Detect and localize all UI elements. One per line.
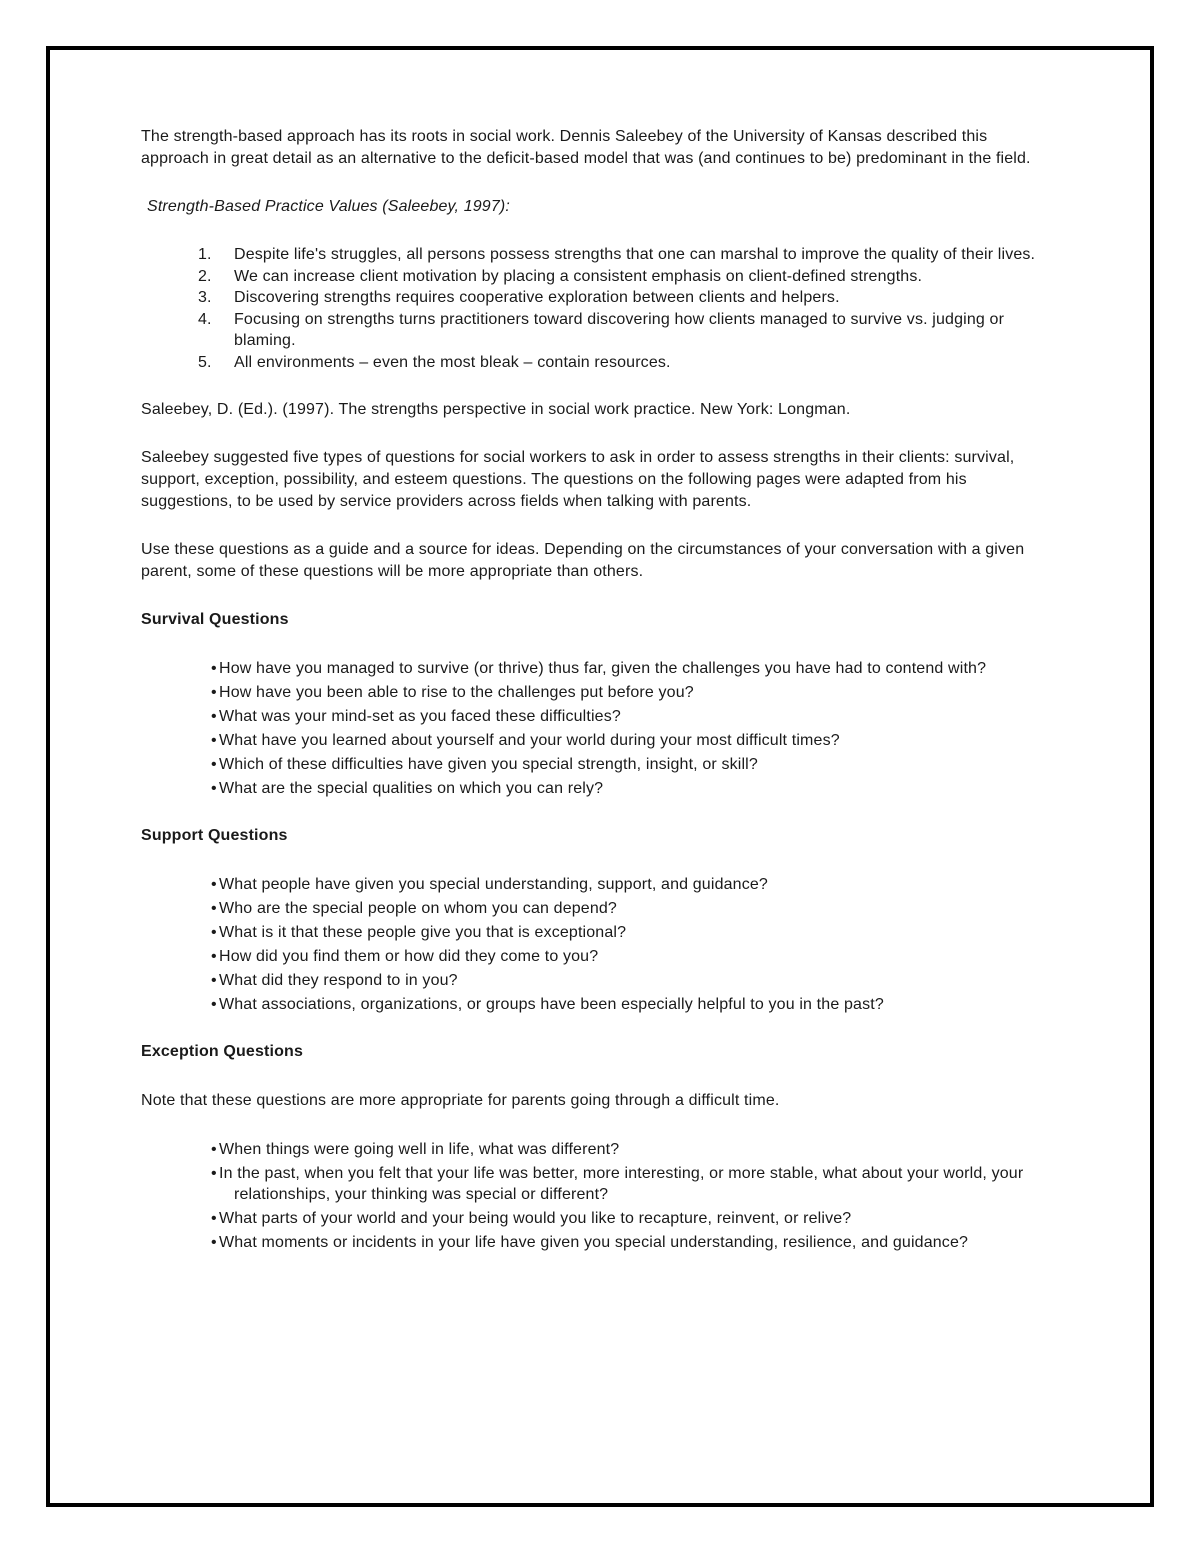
document-body — [141, 126, 1041, 1279]
list-item-text: All environments – even the most bleak – contain resources. — [234, 353, 671, 371]
list-item — [141, 1208, 1041, 1229]
bullet-icon — [211, 994, 219, 1015]
list-item — [141, 922, 1041, 943]
list-item-text: How did you find them or how did they come to you? — [219, 948, 599, 965]
bullet-icon — [211, 1208, 219, 1229]
survival-heading: Survival Questions — [141, 611, 289, 628]
list-item — [141, 730, 1041, 751]
list-item-text: Focusing on strengths turns practitioners toward discovering how clients managed to survive vs. judging or blaming. — [234, 310, 1005, 349]
list-item — [141, 898, 1041, 919]
list-item-text: What did they respond to in you? — [219, 972, 458, 989]
list-item-text: How have you managed to survive (or thrive) thus far, given the challenges you have had to contend with? — [219, 660, 987, 677]
list-item — [141, 287, 1041, 309]
bullet-icon — [211, 658, 219, 679]
bullet-icon — [211, 922, 219, 943]
list-item — [141, 682, 1041, 703]
usage-paragraph: Use these questions as a guide and a source for ideas. Depending on the circumstances of your conversation with a given parent, some of these questions will be more appropriate than others. — [141, 541, 1025, 580]
list-item — [141, 994, 1041, 1015]
list-item — [141, 970, 1041, 991]
list-item — [141, 1163, 1041, 1205]
bullet-icon — [211, 970, 219, 991]
survival-questions-list — [141, 658, 1041, 799]
list-item — [141, 309, 1041, 352]
list-number: 1. — [198, 246, 212, 263]
exception-note: Note that these questions are more appropriate for parents going through a difficult time. — [141, 1092, 780, 1109]
bullet-icon — [211, 754, 219, 775]
list-item-text: What parts of your world and your being would you like to recapture, reinvent, or relive? — [219, 1210, 852, 1227]
question-types-paragraph: Saleebey suggested five types of questions for social workers to ask in order to assess strengths in their clients: survival, support, exception, possibility, and esteem questions. The questions on the following pages were adapted from his suggestions, to be used by service providers across fields when talking with parents. — [141, 449, 1015, 510]
bullet-icon — [211, 1232, 219, 1253]
bullet-icon — [211, 874, 219, 895]
list-item-text: What associations, organizations, or groups have been especially helpful to you in the past? — [219, 996, 884, 1013]
list-item — [141, 706, 1041, 727]
list-item — [141, 244, 1041, 266]
intro-paragraph: The strength-based approach has its roots in social work. Dennis Saleebey of the University of Kansas described this approach in great detail as an alternative to the deficit-based model that was (and continues to be) predominant in the field. — [141, 128, 1031, 167]
list-item-text: When things were going well in life, what was different? — [219, 1141, 620, 1158]
list-number: 4. — [198, 310, 212, 328]
bullet-icon — [211, 706, 219, 727]
list-number: 5. — [198, 353, 212, 371]
list-item-text: What was your mind-set as you faced these difficulties? — [219, 708, 621, 725]
list-item-text: We can increase client motivation by placing a consistent emphasis on client-defined strengths. — [234, 267, 923, 285]
bullet-icon — [211, 730, 219, 751]
list-item-text: What is it that these people give you that is exceptional? — [219, 924, 627, 941]
list-item-text: Who are the special people on whom you can depend? — [219, 900, 617, 917]
bullet-icon — [211, 778, 219, 799]
bullet-icon — [211, 898, 219, 919]
support-questions-list — [141, 874, 1041, 1015]
list-number: 2. — [198, 267, 212, 285]
list-item-text: What are the special qualities on which you can rely? — [219, 780, 604, 797]
list-item — [141, 1139, 1041, 1160]
list-item — [141, 778, 1041, 799]
list-item — [141, 946, 1041, 967]
list-number: 3. — [198, 289, 212, 306]
list-item-text: What have you learned about yourself and your world during your most difficult times? — [219, 732, 840, 749]
list-item — [141, 754, 1041, 775]
exception-questions-list — [141, 1139, 1041, 1253]
list-item — [141, 1232, 1041, 1253]
bullet-icon — [211, 1139, 219, 1160]
values-heading: Strength-Based Practice Values (Saleebey, 1997): — [147, 198, 510, 215]
values-list — [141, 244, 1041, 373]
list-item — [141, 658, 1041, 679]
citation: Saleebey, D. (Ed.). (1997). The strengths perspective in social work practice. New York: Longman. — [141, 401, 851, 418]
bullet-icon — [211, 946, 219, 967]
list-item — [141, 352, 1041, 374]
list-item-text: Despite life's struggles, all persons possess strengths that one can marshal to improve the quality of their lives. — [234, 246, 1036, 263]
list-item — [141, 874, 1041, 895]
bullet-icon — [211, 682, 219, 703]
list-item-text: How have you been able to rise to the challenges put before you? — [219, 684, 694, 701]
list-item-text: What moments or incidents in your life have given you special understanding, resilience, and guidance? — [219, 1234, 969, 1251]
list-item-text: What people have given you special understanding, support, and guidance? — [219, 876, 768, 893]
list-item-text: In the past, when you felt that your life was better, more interesting, or more stable, what about your world, your relationships, your thinking was special or different? — [219, 1165, 1024, 1203]
support-heading: Support Questions — [141, 827, 288, 844]
list-item-text: Discovering strengths requires cooperative exploration between clients and helpers. — [234, 289, 840, 306]
list-item-text: Which of these difficulties have given you special strength, insight, or skill? — [219, 756, 758, 773]
exception-heading: Exception Questions — [141, 1043, 303, 1060]
bullet-icon — [211, 1163, 219, 1184]
list-item — [141, 266, 1041, 288]
